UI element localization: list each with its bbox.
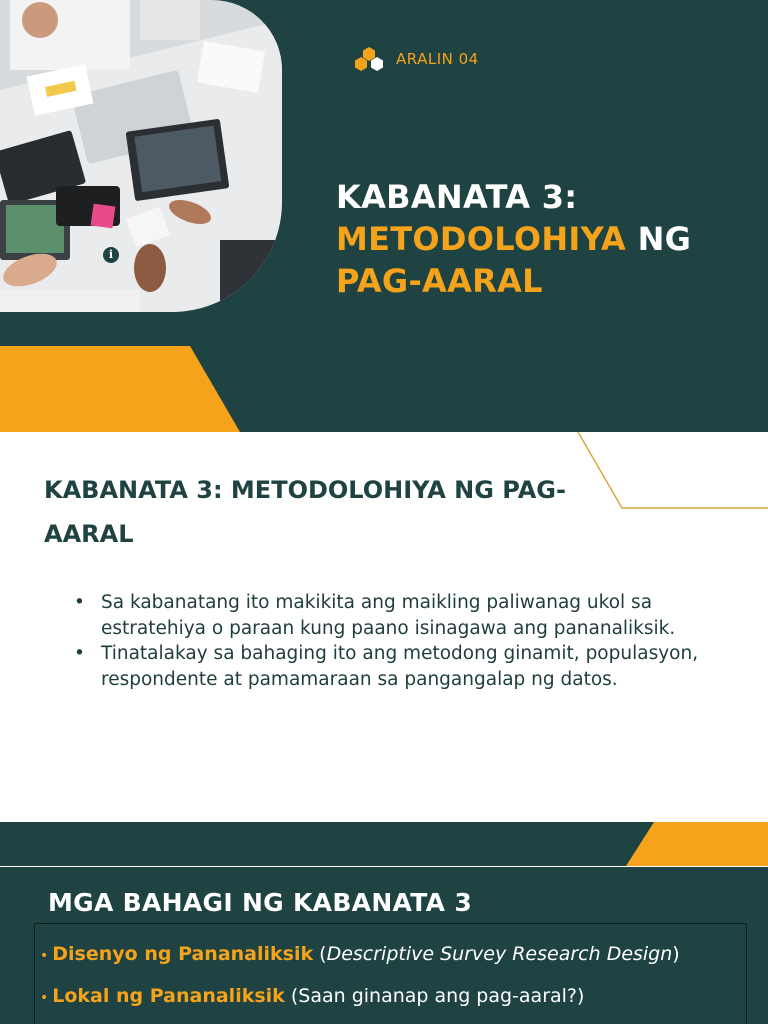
parts-list — [40, 934, 760, 1018]
parts-item-close: ) — [672, 943, 680, 965]
orange-corner-accent — [626, 822, 768, 866]
info-icon[interactable]: i — [103, 247, 119, 263]
bullet-dot-icon: • — [40, 990, 49, 1006]
cover-title-line3: PAG-AARAL — [336, 262, 543, 300]
section-bullet-list — [74, 590, 734, 692]
parts-list-item — [40, 976, 760, 1018]
hexagon-logo-icon — [352, 46, 386, 72]
parts-title: MGA BAHAGI NG KABANATA 3 — [48, 888, 473, 917]
bullet-dot-icon: • — [40, 948, 49, 964]
parts-item-key: Lokal ng Pananaliksik — [52, 985, 285, 1007]
bullet-item: • Sa kabanatang ito makikita ang maikling paliwanag ukol sa estratehiya o paraan kung paano isinagawa ang pananaliksik. — [74, 590, 734, 641]
cover-title-line2 — [336, 218, 691, 260]
parts-item-note: Descriptive Survey Research Design — [326, 943, 673, 965]
orange-accent-band — [0, 346, 240, 432]
bullet-item: • Tinatalakay sa bahaging ito ang metodong ginamit, populasyon, respondente at pamamaraan sa pangangalap ng datos. — [74, 641, 734, 692]
parts-item-open: (Saan ginanap ang pag-aaral?) — [284, 985, 585, 1007]
cover-slide — [0, 0, 768, 432]
parts-item-key: Disenyo ng Pananaliksik — [52, 943, 314, 965]
lesson-brand — [352, 46, 479, 72]
parts-slide — [0, 822, 768, 1024]
section-title: KABANATA 3: METODOLOHIYA NG PAG-AARAL — [44, 476, 566, 548]
cover-title — [336, 176, 691, 302]
lesson-label: ARALIN 04 — [396, 50, 479, 68]
content-slide — [0, 432, 768, 822]
divider — [0, 866, 768, 867]
parts-list-item — [40, 934, 760, 976]
cover-title-line1: KABANATA 3: — [336, 178, 578, 216]
meeting-photo-illustration — [0, 0, 282, 312]
parts-item-open: ( — [313, 943, 327, 965]
meeting-photo — [0, 0, 282, 312]
cover-title-accent1: METODOLOHIYA — [336, 220, 627, 258]
cover-title-plain: NG — [626, 220, 692, 258]
